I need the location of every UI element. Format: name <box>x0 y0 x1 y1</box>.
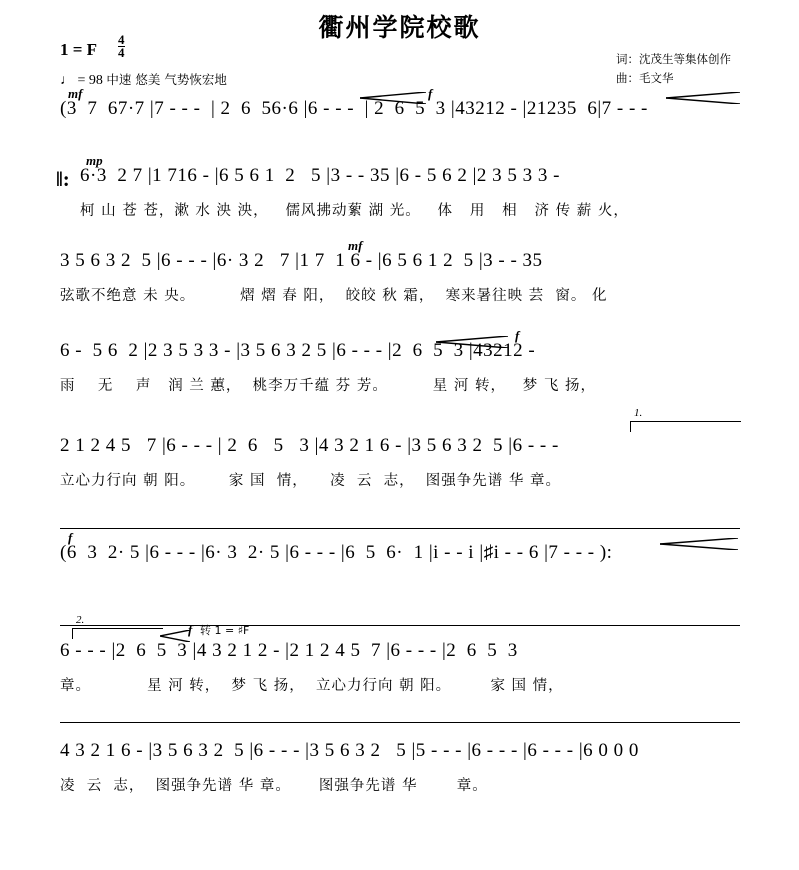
tempo-marking <box>60 70 227 89</box>
page-title: 衢州学院校歌 <box>318 13 481 42</box>
credit-composer: 曲：毛文华 <box>616 71 674 85</box>
system-5 <box>60 407 740 493</box>
credit-lyricist: 词：沈茂生等集体创作 <box>616 52 731 66</box>
system-6-notes: (6 3 2· 5 |6 - - - |6· 3 2· 5 |6 - - - |6 5 6· 1 |i - - i |♯i - - 6 |7 - - - ): <box>60 542 613 563</box>
system-2-notes: 6·3 2 7 |1 716 - |6 5 6 1 2 5 |3 - - 35 |6 - 5 6 2 |2 3 5 3 3 - <box>80 165 560 186</box>
system-8 <box>60 740 740 798</box>
system-1 <box>60 86 740 132</box>
crescendo-hairpin-5 <box>160 630 190 640</box>
system-6 <box>60 530 740 576</box>
second-ending-label: 2. <box>76 614 85 626</box>
system-4-lyrics: 雨 无 声 润 兰 蕙， 桃李万千蕴 芬 芳。 星 河 转， 梦 飞 扬， <box>60 378 596 394</box>
system-2-lyrics: 柯 山 苍 苍，漱 水 泱 泱， 儒风拂动蕠 湖 光。 体 用 相 济 传 薪 火， <box>80 203 629 219</box>
time-signature <box>118 34 125 59</box>
tempo-note-icon: ♩ <box>60 73 74 88</box>
system-8-top-rule <box>60 722 740 723</box>
dynamic-mp: mp <box>86 153 103 168</box>
system-3 <box>60 238 740 308</box>
dynamic-mf: mf <box>68 86 83 101</box>
system-7-notes: 6 - - - |2 6 5 3 |4 3 2 1 2 - |2 1 2 4 5 7 |6 - - - |2 6 5 3 <box>60 640 518 661</box>
dynamic-mf-2: mf <box>348 238 363 253</box>
dynamic-f-4: f <box>188 622 193 637</box>
system-2 <box>56 153 740 223</box>
first-ending-bracket <box>630 407 741 432</box>
second-ending-bracket <box>72 614 163 639</box>
repeat-start-barline: ‖: <box>56 167 70 191</box>
system-7 <box>60 614 740 698</box>
system-8-notes: 4 3 2 1 6 - |3 5 6 3 2 5 |6 - - - |3 5 6 3 2 5 |5 - - - |6 - - - |6 - - - |6 0 0 0 <box>60 740 639 761</box>
system-5-lyrics: 立心力行向 朝 阳。 家 国 情， 凌 云 志， 图强争先谱 华 章。 <box>60 473 562 489</box>
system-8-lyrics: 凌 云 志， 图强争先谱 华 章。 图强争先谱 华 章。 <box>60 778 488 794</box>
dynamic-f: f <box>428 86 433 101</box>
tempo-text: 中速 悠美 气势恢宏地 <box>106 72 227 87</box>
credits <box>616 50 731 88</box>
system-3-lyrics: 弦歌不绝意 未 央。 熠 熠 春 阳， 皎皎 秋 霜， 寒来暑往映 芸 窗。 化 <box>60 288 608 304</box>
system-3-notes: 3 5 6 3 2 5 |6 - - - |6· 3 2 7 |1 7 1 6 - |6 5 6 1 2 5 |3 - - 35 <box>60 250 543 271</box>
key-signature: 1 = F <box>60 40 98 59</box>
system-4 <box>60 328 740 398</box>
system-6-top-rule <box>60 528 740 529</box>
system-7-top-rule <box>60 625 740 626</box>
time-signature-denominator: 4 <box>118 45 125 60</box>
dynamic-f-3: f <box>68 530 73 545</box>
first-ending-label: 1. <box>634 407 643 419</box>
system-5-notes: 2 1 2 4 5 7 |6 - - - | 2 6 5 3 |4 3 2 1 6 - |3 5 6 3 2 5 |6 - - - <box>60 435 559 456</box>
system-4-notes: 6 - 5 6 2 |2 3 5 3 3 - |3 5 6 3 2 5 |6 - - - |2 6 5 3 |43212 - <box>60 340 536 361</box>
system-1-notes: (3 7 67·7 |7 - - - | 2 6 56·6 |6 - - - | 2 6 5 3 |43212 - |21235 6|7 - - - <box>60 98 648 119</box>
time-signature-numerator: 4 <box>118 32 125 47</box>
tempo-value: = 98 <box>77 73 103 88</box>
system-7-lyrics: 章。 星 河 转， 梦 飞 扬， 立心力行向 朝 阳。 家 国 情， <box>60 678 564 694</box>
modulation-label: 转 1 = ♯F <box>200 624 250 637</box>
dynamic-f-2: f <box>515 328 520 343</box>
